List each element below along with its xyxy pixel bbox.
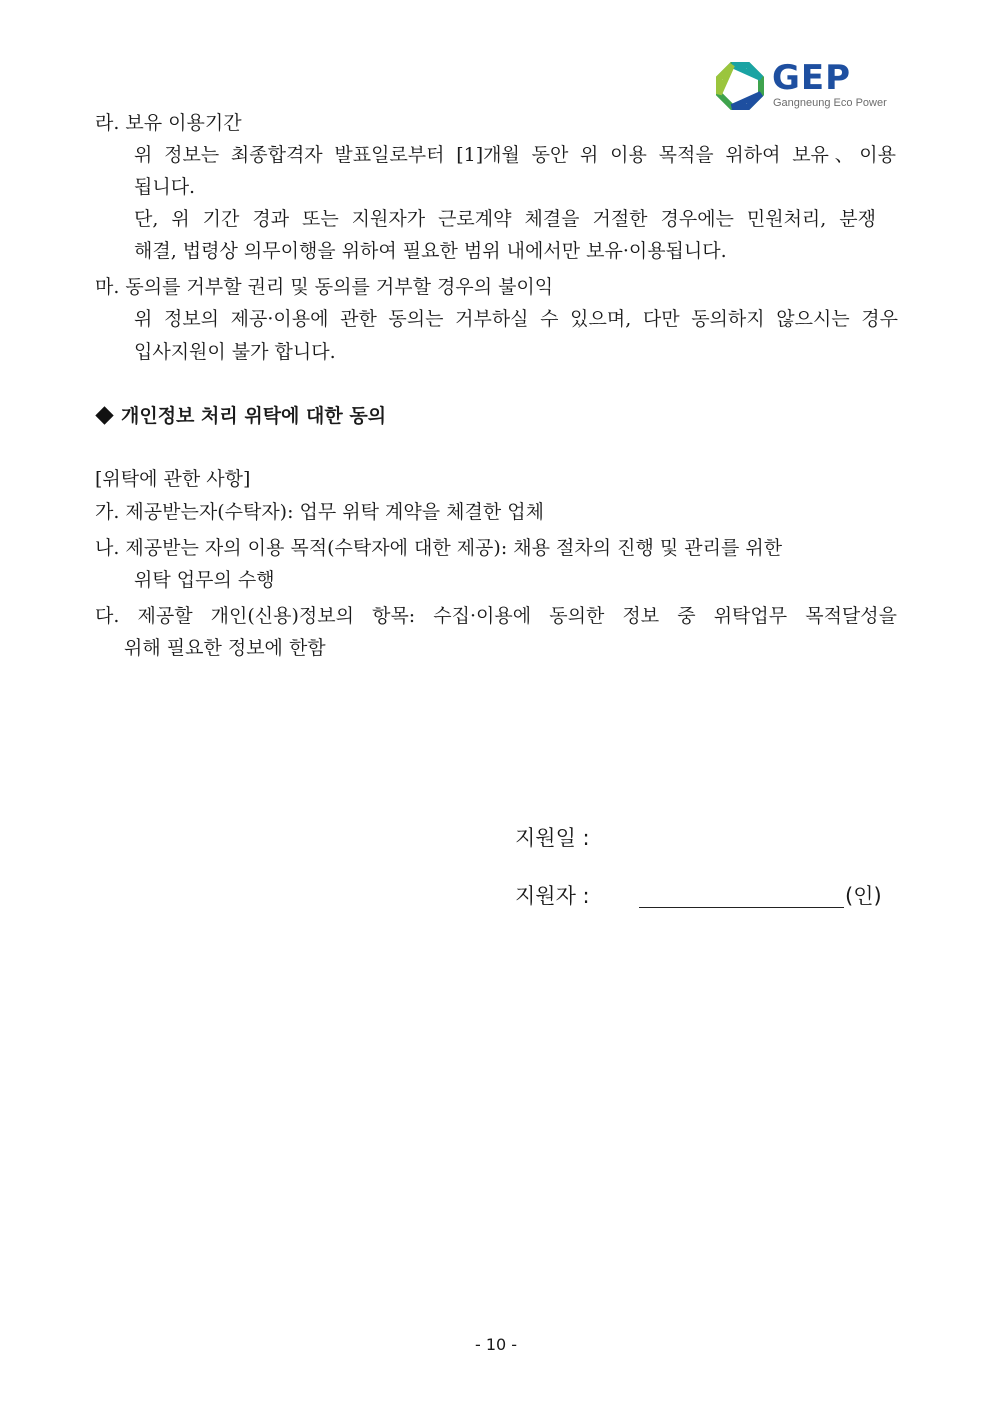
consignment-item-na-cont: 위탁 업무의 수행	[134, 569, 275, 591]
page-number: - 10 -	[474, 1335, 518, 1354]
section-ma-line-2: 입사지원이 불가 합니다.	[134, 341, 336, 363]
section-ma-title: 마. 동의를 거부할 권리 및 동의를 거부할 경우의 불이익	[95, 276, 554, 298]
section-ma-line-1	[134, 307, 898, 331]
logo-wordmark: GEP	[772, 58, 852, 98]
diamond-bullet-icon	[95, 406, 113, 424]
section-ra-line-1	[134, 143, 896, 167]
company-logo	[716, 60, 896, 116]
consignment-item-da-cont: 위해 필요한 정보에 한함	[124, 637, 326, 659]
section-ra-line-2: 됩니다.	[134, 176, 196, 198]
consignment-heading-text: 개인정보 처리 위탁에 대한 동의	[121, 405, 387, 427]
section-ra-line-1-text: 위 정보는 최종합격자 발표일로부터 [1]개월 동안 위 이용 목적을 위하여 보유、이용	[134, 144, 896, 166]
section-ra-line-4: 해결, 법령상 의무이행을 위하여 필요한 범위 내에서만 보유·이용됩니다.	[134, 240, 727, 262]
logo-tagline: Gangneung Eco Power	[773, 97, 887, 109]
consignment-item-da	[95, 604, 897, 628]
section-ra-line-3	[134, 207, 876, 231]
consignment-subheading: [위탁에 관한 사항]	[95, 468, 251, 490]
consignment-item-na: 나. 제공받는 자의 이용 목적(수탁자에 대한 제공): 채용 절차의 진행 및 관리를 위한	[95, 537, 783, 559]
applicant-label: 지원자 :	[515, 884, 590, 908]
section-ma-line-1-text: 위 정보의 제공·이용에 관한 동의는 거부하실 수 있으며, 다만 동의하지 않으시는 경우	[134, 308, 898, 330]
section-ra-title: 라. 보유 이용기간	[95, 112, 242, 134]
octagon-logo-icon	[716, 62, 764, 110]
consignment-item-ga: 가. 제공받는자(수탁자): 업무 위탁 계약을 체결한 업체	[95, 501, 544, 523]
consignment-heading	[95, 404, 386, 428]
seal-label: (인)	[845, 884, 882, 908]
signature-line[interactable]	[639, 907, 844, 908]
section-ra-line-3-text: 단, 위 기간 경과 또는 지원자가 근로계약 체결을 거절한 경우에는 민원처리, 분쟁	[134, 208, 876, 230]
application-date-label: 지원일 :	[515, 826, 590, 850]
consignment-item-da-text: 다. 제공할 개인(신용)정보의 항목: 수집·이용에 동의한 정보 중 위탁업무 목적달성을	[95, 605, 897, 627]
